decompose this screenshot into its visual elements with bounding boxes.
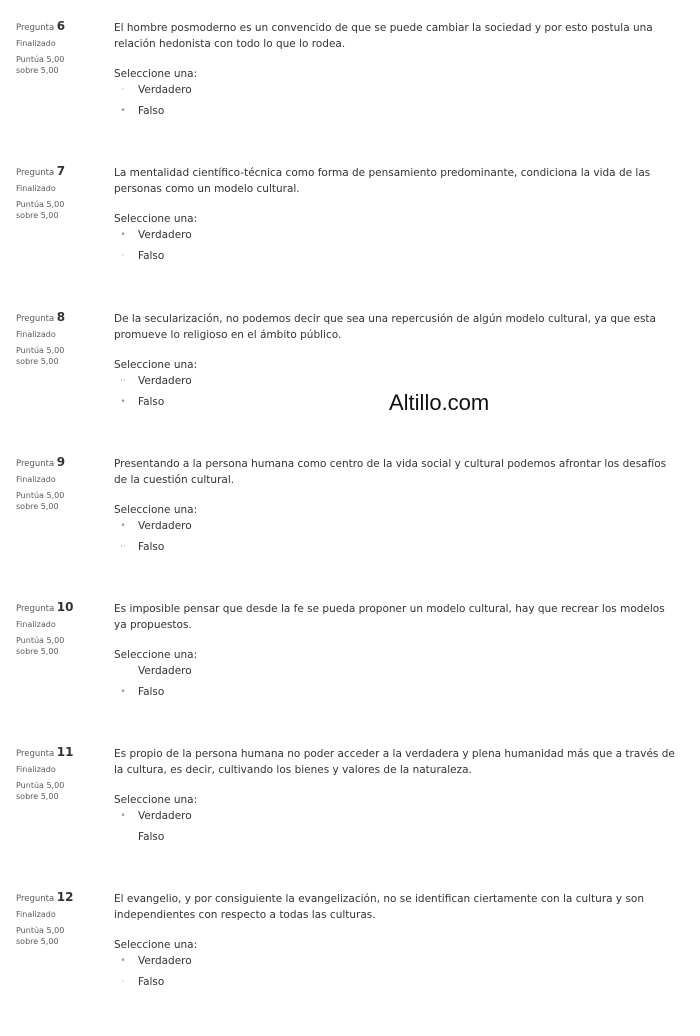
grade-line-1: Puntúa 5,00 (16, 636, 65, 645)
question-12 (0, 891, 700, 1036)
question-7 (0, 165, 700, 310)
grade-line-2: sobre 5,00 (16, 66, 59, 75)
option-label[interactable]: Falso (138, 105, 165, 117)
option-label[interactable]: Falso (138, 831, 165, 843)
option-label[interactable]: Falso (138, 541, 165, 553)
option-verdadero[interactable] (114, 80, 680, 101)
question-number: 9 (56, 455, 66, 469)
question-info (16, 601, 108, 657)
option-label[interactable]: Verdadero (138, 665, 192, 677)
radio-icon[interactable]: · (121, 85, 125, 95)
option-label[interactable]: Verdadero (138, 810, 192, 822)
question-8 (0, 311, 700, 456)
option-label[interactable]: Falso (138, 250, 165, 262)
question-grade (16, 925, 108, 947)
question-text: Es propio de la persona humana no poder acceder a la verdadera y plena humanidad más que a través de la cultura, es decir, cultivando los bienes y valores de la naturaleza. (114, 748, 675, 776)
question-text: De la secularización, no podemos decir que sea una repercusión de algún modelo cultural, ya que esta promueve lo religioso en el ámbito público. (114, 313, 656, 341)
question-info (16, 891, 108, 947)
question-grade (16, 490, 108, 512)
question-label: Pregunta (16, 314, 55, 324)
grade-line-2: sobre 5,00 (16, 357, 59, 366)
answer-prompt: Seleccione una: (114, 939, 198, 951)
grade-line-1: Puntúa 5,00 (16, 491, 65, 500)
option-label[interactable]: Falso (138, 396, 165, 408)
question-number: 7 (56, 164, 66, 178)
question-number: 10 (56, 600, 74, 614)
question-info (16, 311, 108, 367)
watermark-text: Altillo.com (389, 390, 490, 415)
grade-line-1: Puntúa 5,00 (16, 346, 65, 355)
question-grade (16, 780, 108, 802)
option-falso[interactable] (114, 537, 680, 558)
question-info (16, 165, 108, 221)
question-text: El evangelio, y por consiguiente la evangelización, no se identifican ciertamente con la cultura y son independientes con respecto a todas las culturas. (114, 893, 645, 921)
option-falso[interactable] (114, 682, 680, 703)
grade-line-1: Puntúa 5,00 (16, 55, 65, 64)
answer-prompt: Seleccione una: (114, 504, 198, 516)
question-content (114, 892, 680, 993)
question-info (16, 20, 108, 76)
radio-icon[interactable]: • (120, 230, 126, 240)
question-grade (16, 635, 108, 657)
radio-icon[interactable]: • (120, 687, 126, 697)
question-text: Presentando a la persona humana como centro de la vida social y cultural podemos afrontar los desafíos de la cuestión cultural. (114, 458, 667, 486)
question-6 (0, 20, 700, 165)
radio-icon[interactable]: • (120, 521, 126, 531)
answer-prompt: Seleccione una: (114, 649, 198, 661)
grade-line-1: Puntúa 5,00 (16, 926, 65, 935)
question-grade (16, 345, 108, 367)
option-falso[interactable] (114, 972, 680, 993)
option-verdadero[interactable] (114, 661, 680, 682)
radio-icon[interactable]: · (121, 977, 125, 987)
grade-line-2: sobre 5,00 (16, 937, 59, 946)
question-state: Finalizado (16, 39, 56, 48)
question-label: Pregunta (16, 168, 55, 178)
question-label: Pregunta (16, 604, 55, 614)
radio-icon[interactable]: ·· (120, 542, 126, 552)
radio-icon[interactable]: ·· (120, 376, 126, 386)
question-state: Finalizado (16, 330, 56, 339)
question-grade (16, 199, 108, 221)
radio-icon[interactable]: • (120, 956, 126, 966)
option-label[interactable]: Falso (138, 976, 165, 988)
answer-prompt: Seleccione una: (114, 213, 198, 225)
question-state: Finalizado (16, 910, 56, 919)
radio-icon[interactable]: • (120, 397, 126, 407)
option-verdadero[interactable] (114, 225, 680, 246)
option-label[interactable]: Verdadero (138, 955, 192, 967)
question-10 (0, 601, 700, 746)
question-info (16, 456, 108, 512)
question-text: El hombre posmoderno es un convencido de que se puede cambiar la sociedad y por esto postula una relación hedonista con todo lo que lo rodea. (114, 22, 653, 50)
option-verdadero[interactable] (114, 951, 680, 972)
question-state: Finalizado (16, 765, 56, 774)
question-state: Finalizado (16, 475, 56, 484)
question-content (114, 602, 680, 703)
option-verdadero[interactable] (114, 806, 680, 827)
radio-icon[interactable]: • (120, 106, 126, 116)
question-9 (0, 456, 700, 601)
question-number: 8 (56, 310, 66, 324)
answer-prompt: Seleccione una: (114, 794, 198, 806)
grade-line-1: Puntúa 5,00 (16, 781, 65, 790)
question-content (114, 166, 680, 267)
option-verdadero[interactable] (114, 516, 680, 537)
option-label[interactable]: Verdadero (138, 229, 192, 241)
question-state: Finalizado (16, 620, 56, 629)
question-content (114, 457, 680, 558)
grade-line-1: Puntúa 5,00 (16, 200, 65, 209)
question-number: 12 (56, 890, 74, 904)
question-number: 11 (56, 745, 74, 759)
option-label[interactable]: Verdadero (138, 84, 192, 96)
question-label: Pregunta (16, 23, 55, 33)
question-11 (0, 746, 700, 891)
question-content (114, 747, 680, 848)
question-grade (16, 54, 108, 76)
radio-icon[interactable]: · (121, 251, 125, 261)
question-label: Pregunta (16, 459, 55, 469)
question-label: Pregunta (16, 894, 55, 904)
question-content (114, 21, 680, 122)
grade-line-2: sobre 5,00 (16, 792, 59, 801)
answer-prompt: Seleccione una: (114, 359, 198, 371)
answer-prompt: Seleccione una: (114, 68, 198, 80)
radio-icon[interactable]: • (120, 811, 126, 821)
option-falso[interactable] (114, 246, 680, 267)
grade-line-2: sobre 5,00 (16, 647, 59, 656)
option-label[interactable]: Verdadero (138, 375, 192, 387)
question-text: La mentalidad científico-técnica como forma de pensamiento predominante, condiciona la vida de las personas como un modelo cultural. (114, 167, 651, 195)
grade-line-2: sobre 5,00 (16, 502, 59, 511)
question-number: 6 (56, 19, 66, 33)
option-label[interactable]: Verdadero (138, 520, 192, 532)
option-falso[interactable] (114, 101, 680, 122)
option-verdadero[interactable] (114, 371, 680, 392)
question-label: Pregunta (16, 749, 55, 759)
option-label[interactable]: Falso (138, 686, 165, 698)
question-info (16, 746, 108, 802)
option-falso[interactable] (114, 827, 680, 848)
question-text: Es imposible pensar que desde la fe se pueda proponer un modelo cultural, hay que recrear los modelos ya propuestos. (114, 603, 665, 631)
grade-line-2: sobre 5,00 (16, 211, 59, 220)
question-state: Finalizado (16, 184, 56, 193)
